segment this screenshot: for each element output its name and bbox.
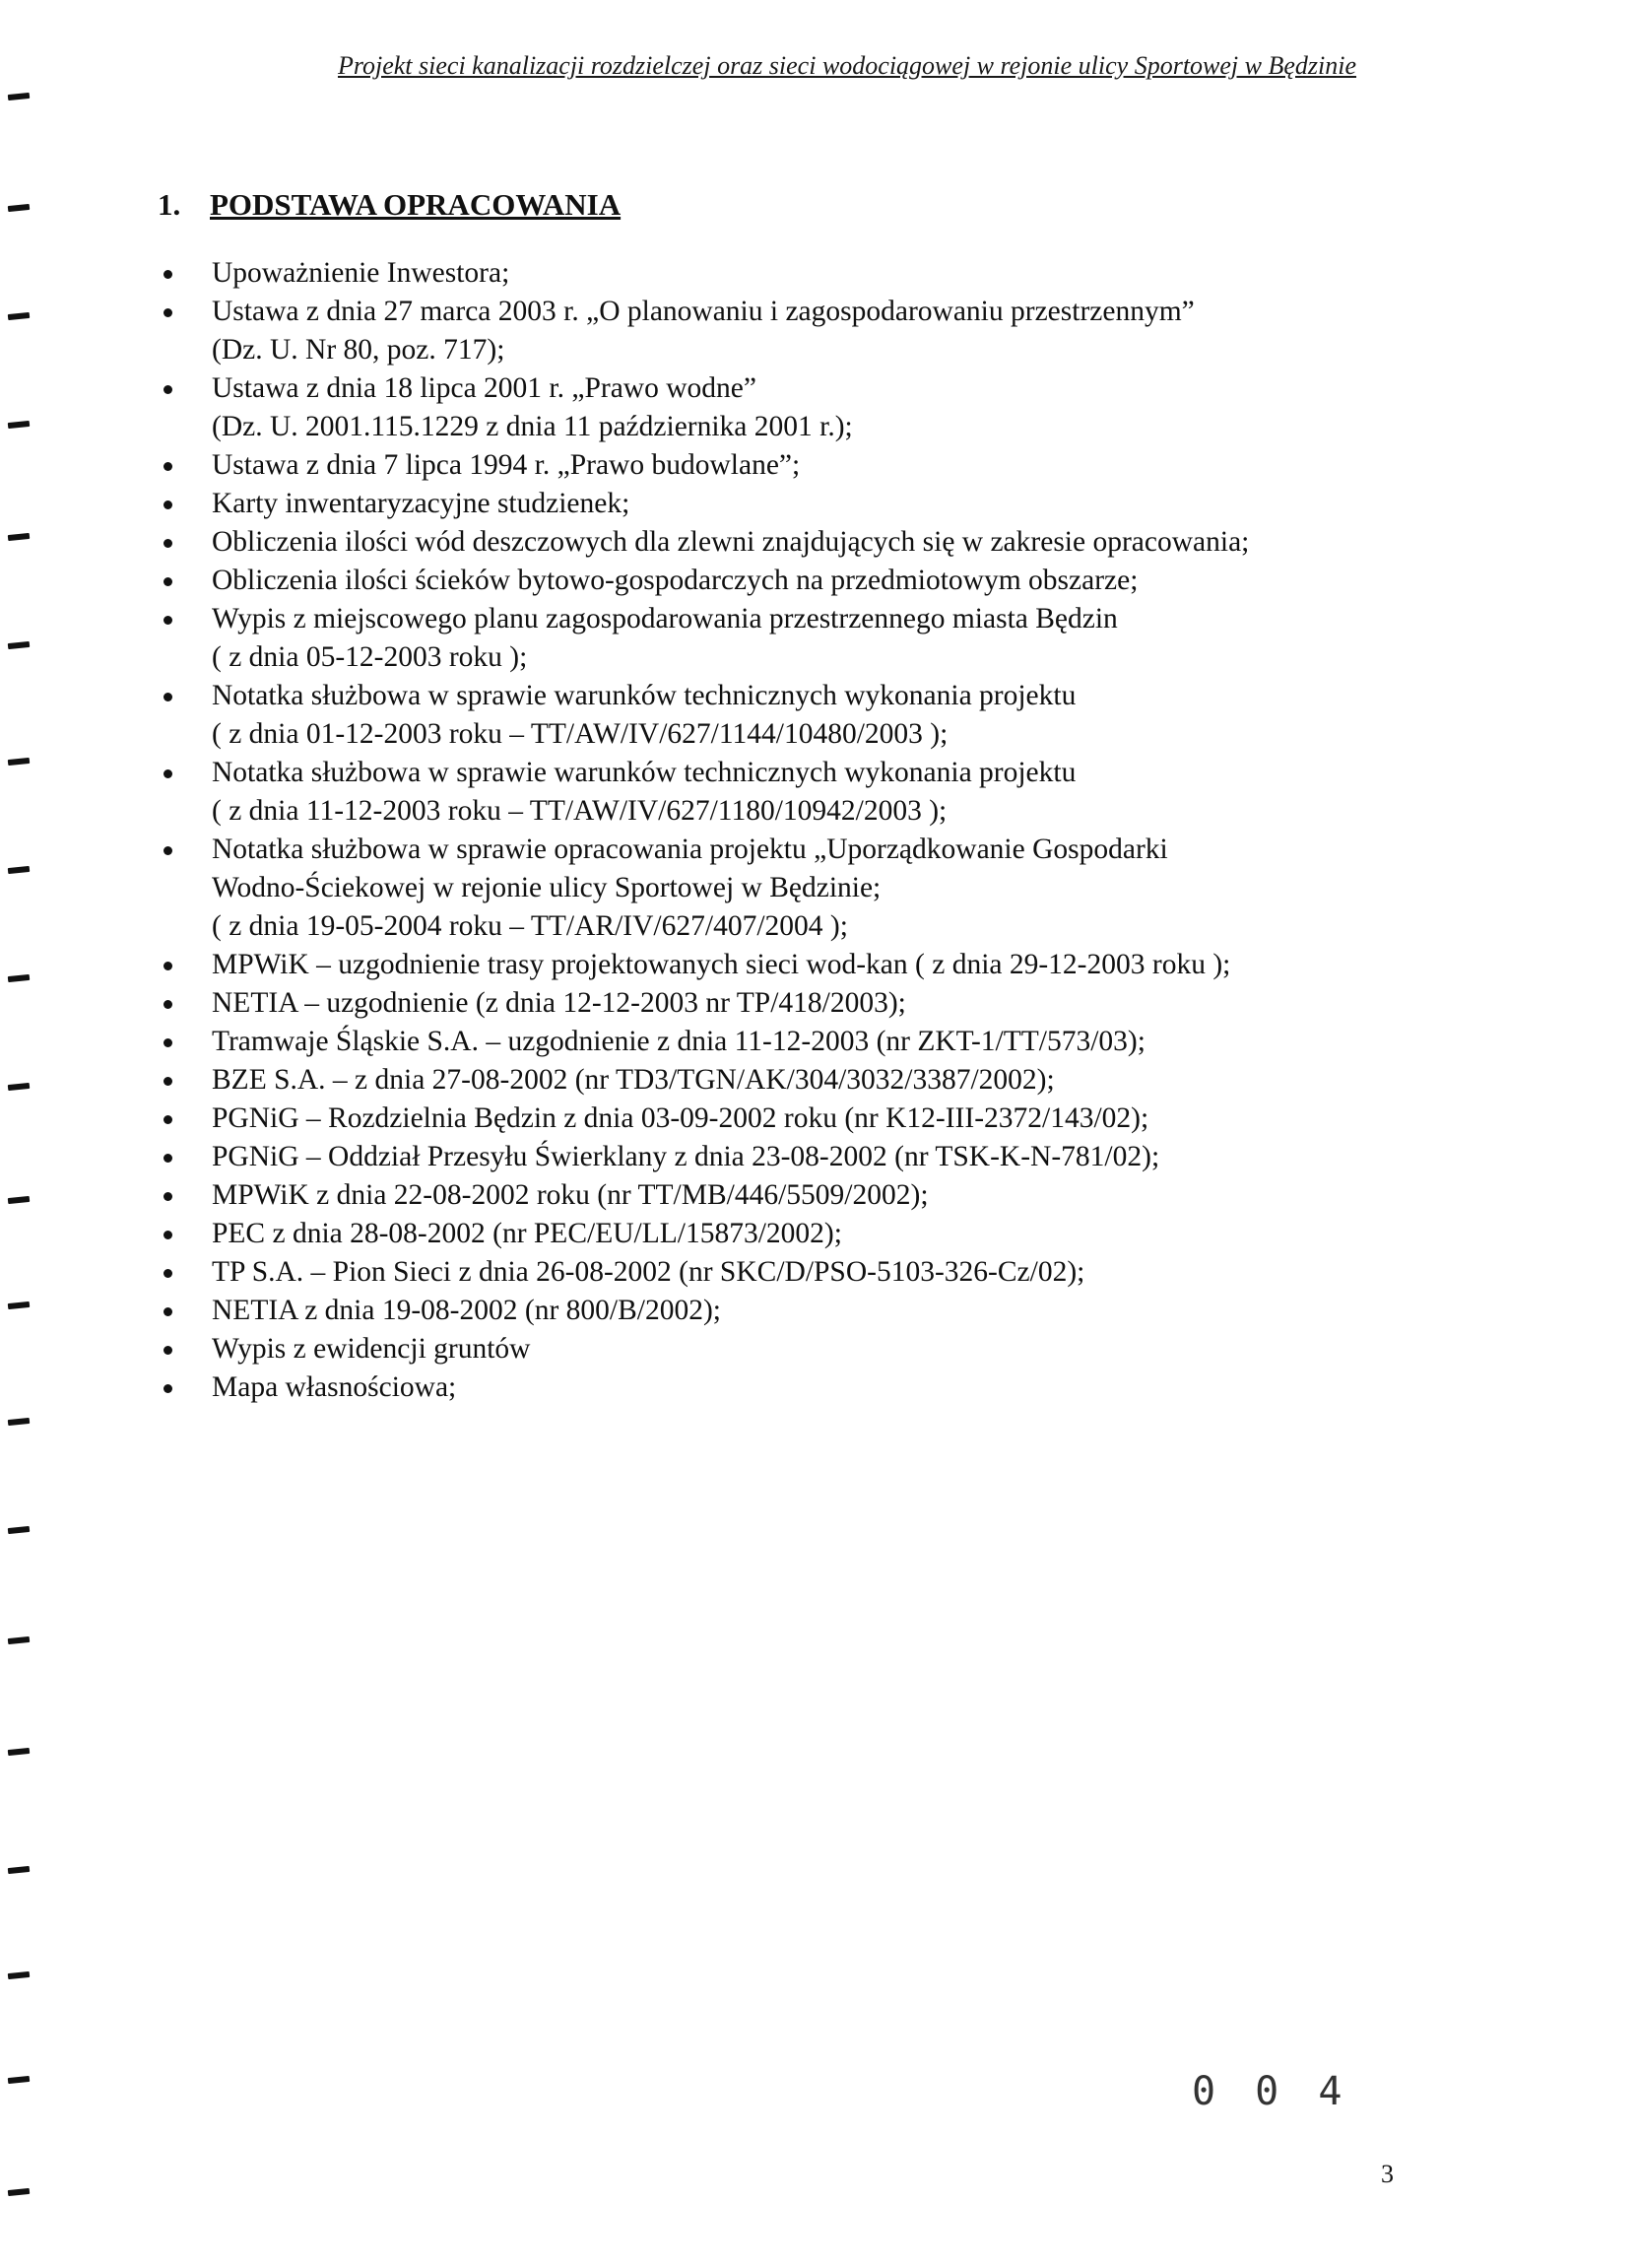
basis-list bbox=[158, 254, 1438, 1407]
list-item-line: Wodno-Ściekowej w rejonie ulicy Sportowej w Będzinie; bbox=[212, 872, 882, 903]
list-item-line: Obliczenia ilości wód deszczowych dla zlewni znajdujących się w zakresie opracowania; bbox=[212, 526, 1250, 558]
list-item bbox=[158, 369, 1438, 446]
binding-mark bbox=[8, 641, 31, 649]
list-item bbox=[158, 1292, 1438, 1330]
list-item bbox=[158, 1368, 1438, 1407]
list-item bbox=[158, 254, 1438, 293]
binding-mark bbox=[8, 1196, 31, 1204]
binding-marks bbox=[0, 0, 59, 2268]
binding-mark bbox=[8, 93, 31, 100]
binding-mark bbox=[8, 1748, 31, 1756]
list-item-line: PGNiG – Rozdzielnia Będzin z dnia 03-09-2002 roku (nr K12-III-2372/143/02); bbox=[212, 1102, 1149, 1134]
list-item bbox=[158, 523, 1438, 562]
binding-mark bbox=[8, 312, 31, 320]
binding-mark bbox=[8, 1083, 31, 1091]
list-item bbox=[158, 446, 1438, 485]
list-item bbox=[158, 1176, 1438, 1215]
list-item bbox=[158, 1330, 1438, 1368]
list-item bbox=[158, 485, 1438, 523]
list-item-line: TP S.A. – Pion Sieci z dnia 26-08-2002 (nr SKC/D/PSO-5103-326-Cz/02); bbox=[212, 1256, 1085, 1288]
binding-mark bbox=[8, 758, 31, 766]
binding-mark bbox=[8, 421, 31, 429]
list-item bbox=[158, 984, 1438, 1023]
list-item-line: Notatka służbowa w sprawie warunków technicznych wykonania projektu bbox=[212, 680, 1077, 711]
binding-mark bbox=[8, 533, 31, 541]
page-number: 3 bbox=[1381, 2160, 1394, 2188]
list-item-line: PEC z dnia 28-08-2002 (nr PEC/EU/LL/15873/2002); bbox=[212, 1218, 842, 1249]
section-title: PODSTAWA OPRACOWANIA bbox=[210, 187, 622, 222]
list-item-line: Obliczenia ilości ścieków bytowo-gospodarczych na przedmiotowym obszarze; bbox=[212, 565, 1139, 596]
section-number: 1. bbox=[158, 187, 181, 222]
binding-mark bbox=[8, 974, 31, 982]
list-item-line: Karty inwentaryzacyjne studzienek; bbox=[212, 488, 630, 519]
list-item-line: Notatka służbowa w sprawie warunków technicznych wykonania projektu bbox=[212, 757, 1077, 788]
list-item-line: Wypis z miejscowego planu zagospodarowania przestrzennego miasta Będzin bbox=[212, 603, 1118, 634]
list-item-line: MPWiK – uzgodnienie trasy projektowanych sieci wod-kan ( z dnia 29-12-2003 roku ); bbox=[212, 949, 1231, 980]
list-item-line: ( z dnia 11-12-2003 roku – TT/AW/IV/627/1180/10942/2003 ); bbox=[212, 795, 948, 827]
list-item-line: NETIA z dnia 19-08-2002 (nr 800/B/2002); bbox=[212, 1295, 721, 1326]
running-header: Projekt sieci kanalizacji rozdzielczej oraz sieci wodociągowej w rejonie ulicy Sportowej w Będzinie bbox=[337, 51, 1357, 80]
list-item bbox=[158, 1100, 1438, 1138]
binding-mark bbox=[8, 1418, 31, 1426]
list-item-line: Upoważnienie Inwestora; bbox=[212, 257, 510, 289]
list-item bbox=[158, 1253, 1438, 1292]
list-item-line: ( z dnia 05-12-2003 roku ); bbox=[212, 641, 528, 673]
list-item-line: Mapa własnościowa; bbox=[212, 1371, 457, 1403]
list-item-line: BZE S.A. – z dnia 27-08-2002 (nr TD3/TGN/AK/304/3032/3387/2002); bbox=[212, 1064, 1055, 1096]
list-item-line: Wypis z ewidencji gruntów bbox=[212, 1333, 531, 1365]
binding-mark bbox=[8, 1301, 31, 1309]
list-item bbox=[158, 831, 1438, 946]
binding-mark bbox=[8, 1526, 31, 1534]
list-item bbox=[158, 1023, 1438, 1061]
list-item-line: Ustawa z dnia 18 lipca 2001 r. „Prawo wodne” bbox=[212, 372, 756, 404]
stamp-number: 0 0 4 bbox=[1192, 2069, 1350, 2114]
binding-mark bbox=[8, 866, 31, 874]
list-item bbox=[158, 562, 1438, 600]
list-item bbox=[158, 293, 1438, 369]
list-item-line: PGNiG – Oddział Przesyłu Świerklany z dnia 23-08-2002 (nr TSK-K-N-781/02); bbox=[212, 1141, 1160, 1172]
list-item bbox=[158, 1061, 1438, 1100]
section-heading bbox=[158, 187, 621, 223]
list-item-line: NETIA – uzgodnienie (z dnia 12-12-2003 nr TP/418/2003); bbox=[212, 987, 906, 1019]
list-item bbox=[158, 1215, 1438, 1253]
binding-mark bbox=[8, 1866, 31, 1874]
list-item bbox=[158, 754, 1438, 831]
list-item-line: (Dz. U. Nr 80, poz. 717); bbox=[212, 334, 505, 366]
list-item-line: ( z dnia 19-05-2004 roku – TT/AR/IV/627/407/2004 ); bbox=[212, 910, 848, 942]
binding-mark bbox=[8, 204, 31, 212]
list-item-line: Ustawa z dnia 7 lipca 1994 r. „Prawo budowlane”; bbox=[212, 449, 801, 481]
binding-mark bbox=[8, 2076, 31, 2084]
list-item-line: MPWiK z dnia 22-08-2002 roku (nr TT/MB/446/5509/2002); bbox=[212, 1179, 929, 1211]
list-item bbox=[158, 1138, 1438, 1176]
list-item-line: Tramwaje Śląskie S.A. – uzgodnienie z dnia 11-12-2003 (nr ZKT-1/TT/573/03); bbox=[212, 1026, 1146, 1057]
list-item bbox=[158, 677, 1438, 754]
list-item-line: (Dz. U. 2001.115.1229 z dnia 11 października 2001 r.); bbox=[212, 411, 853, 442]
binding-mark bbox=[8, 1971, 31, 1979]
binding-mark bbox=[8, 2188, 31, 2196]
list-item-line: Ustawa z dnia 27 marca 2003 r. „O planowaniu i zagospodarowaniu przestrzennym” bbox=[212, 296, 1195, 327]
list-item bbox=[158, 600, 1438, 677]
list-item bbox=[158, 946, 1438, 984]
list-item-line: Notatka służbowa w sprawie opracowania projektu „Uporządkowanie Gospodarki bbox=[212, 834, 1168, 865]
binding-mark bbox=[8, 1636, 31, 1644]
list-item-line: ( z dnia 01-12-2003 roku – TT/AW/IV/627/1144/10480/2003 ); bbox=[212, 718, 949, 750]
